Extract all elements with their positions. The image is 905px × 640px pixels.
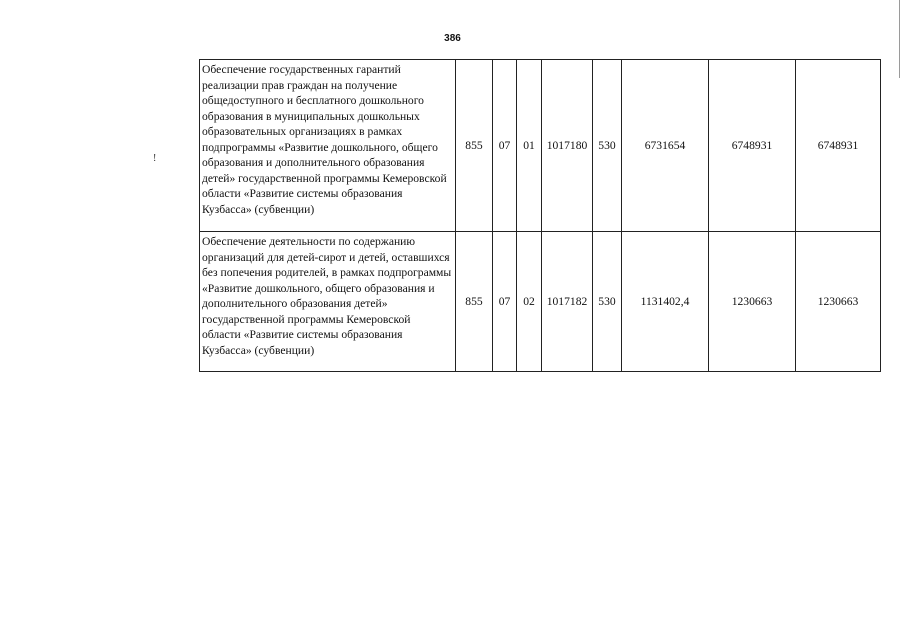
expense-type-code: 530	[593, 232, 622, 372]
row-description: Обеспечение государственных гарантий реализации прав граждан на получение общедоступного и бесплатного дошкольного образования в муниципальных дошкольных образовательных организациях в рамках подпрограммы «Развитие дошкольного, общего образования и дополнительного образования детей» государственной программы Кемеровской области «Развитие системы образования Кузбасса» (субвенции)	[200, 60, 456, 232]
amount-year-2: 1230663	[709, 232, 796, 372]
subsection-code: 02	[517, 232, 542, 372]
amount-year-3: 1230663	[796, 232, 881, 372]
amount-year-3: 6748931	[796, 60, 881, 232]
row-description: Обеспечение деятельности по содержанию организаций для детей-сирот и детей, оставшихся без попечения родителей, в рамках подпрограммы «Развитие дошкольного, общего образования и дополнительного образования детей» государственной программы Кемеровской области «Развитие системы образования Кузбасса» (субвенции)	[200, 232, 456, 372]
target-article-code: 1017180	[542, 60, 593, 232]
ministry-code: 855	[456, 60, 493, 232]
target-article-code: 1017182	[542, 232, 593, 372]
table-row	[200, 232, 881, 372]
amount-year-2: 6748931	[709, 60, 796, 232]
expense-type-code: 530	[593, 60, 622, 232]
amount-year-1: 1131402,4	[622, 232, 709, 372]
amount-year-1: 6731654	[622, 60, 709, 232]
ministry-code: 855	[456, 232, 493, 372]
subsection-code: 01	[517, 60, 542, 232]
page-number: 386	[444, 33, 461, 44]
margin-line	[899, 0, 900, 78]
table-row	[200, 60, 881, 232]
margin-mark: !	[153, 153, 157, 164]
section-code: 07	[493, 232, 517, 372]
section-code: 07	[493, 60, 517, 232]
budget-table	[199, 59, 881, 372]
